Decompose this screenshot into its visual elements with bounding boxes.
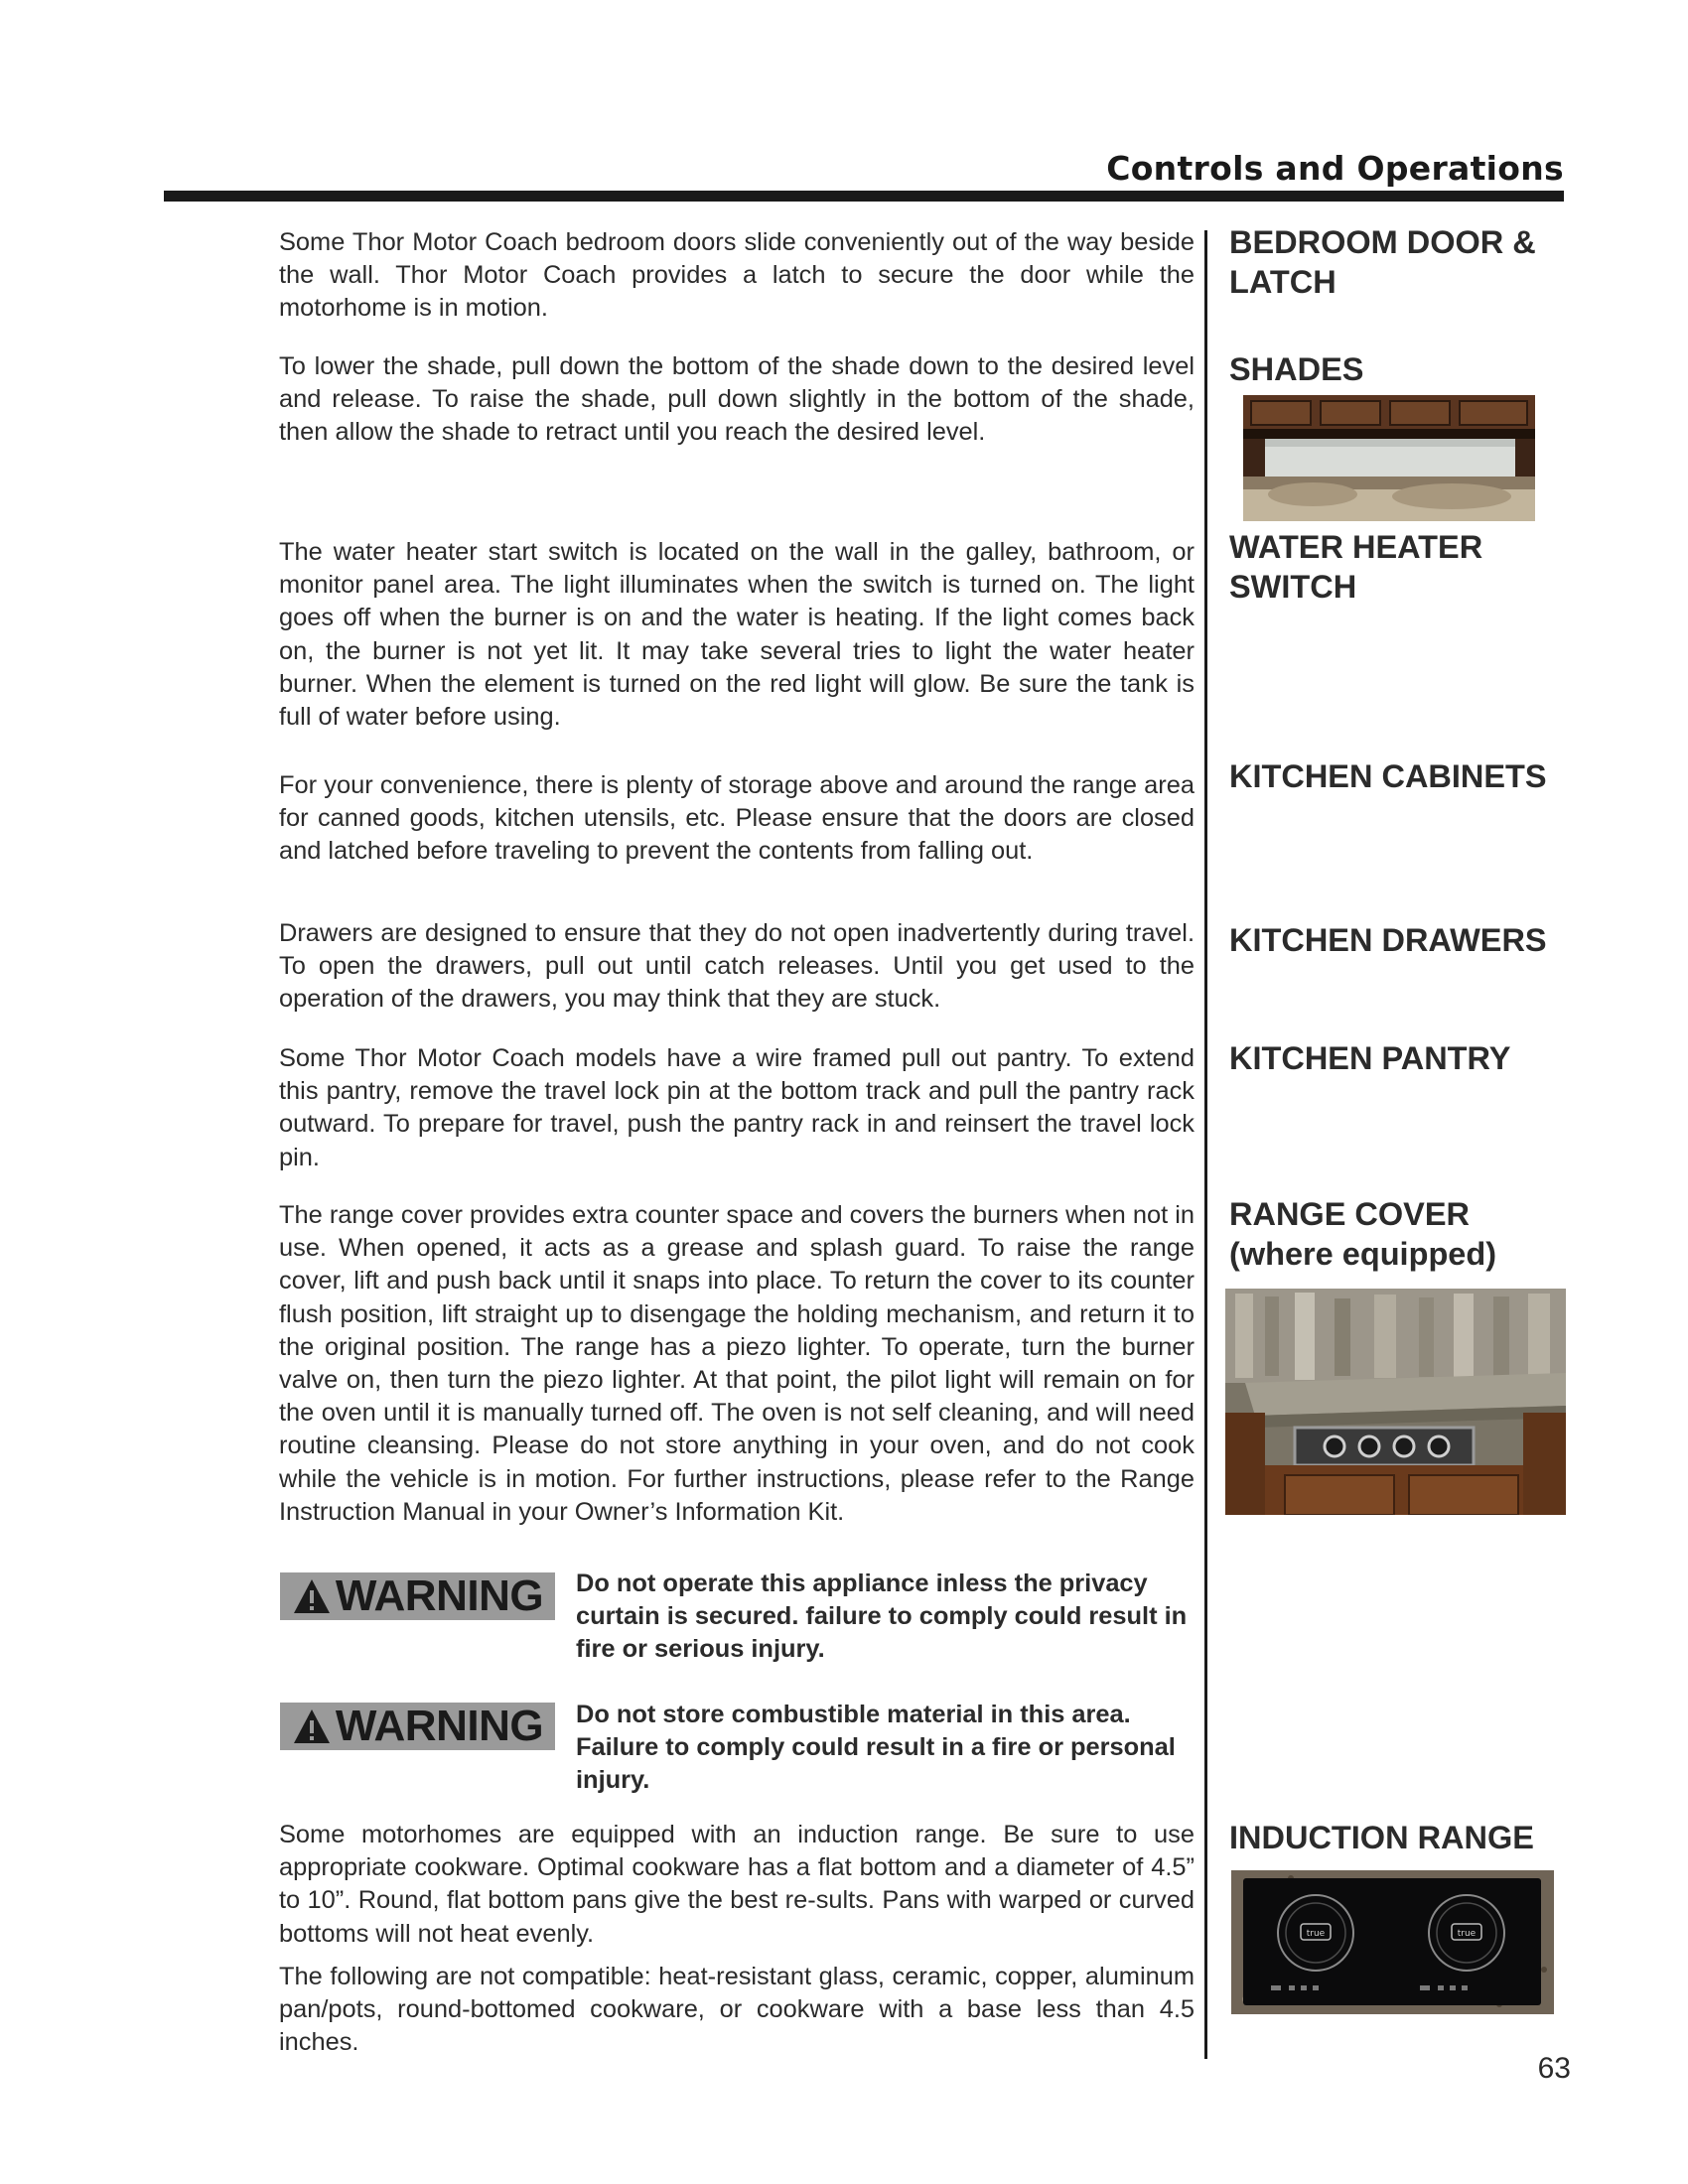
- induction-range-heading: INDUCTION RANGE: [1229, 1820, 1534, 1855]
- kitchen-pantry-text: Some Thor Motor Coach models have a wire framed pull out pantry. To extend this pantry, remove the travel lock pin at the bottom track and pull the pantry rack outward. To prepare for travel, push the pantry rack in and reinsert the travel lock pin.: [279, 1044, 1195, 1171]
- warning-triangle-icon: [292, 1576, 332, 1616]
- brand-mark-left: true: [1306, 1929, 1326, 1939]
- warning-text-combustible: Do not store combustible material in this area. Failure to comply could result in a fire or personal injury.: [576, 1701, 1176, 1795]
- kitchen-pantry-heading: KITCHEN PANTRY: [1229, 1040, 1511, 1076]
- induction-cooktop-photo: [1231, 1870, 1554, 2014]
- water-heater-heading: WATER HEATER SWITCH: [1229, 529, 1483, 605]
- shades-text: To lower the shade, pull down the bottom of the shade down to the desired level and release. To raise the shade, pull down slightly in the bottom of the shade, then allow the shade to retract until you reach the desired level.: [279, 352, 1195, 447]
- warning-badge: [280, 1572, 555, 1620]
- header-rule: [164, 191, 1564, 202]
- range-cover-heading: RANGE COVER (where equipped): [1229, 1196, 1497, 1272]
- warning-badge: [280, 1703, 555, 1750]
- induction-compatibility-text: The following are not compatible: heat-resistant glass, ceramic, copper, aluminum pan/pots, round-bottomed cookware, or cookware with a base less than 4.5 inches.: [279, 1963, 1195, 2057]
- bedroom-door-heading: BEDROOM DOOR & LATCH: [1229, 224, 1536, 300]
- kitchen-cabinets-text: For your convenience, there is plenty of storage above and around the range area for canned goods, kitchen utensils, etc. Please ensure that the doors are closed and latched before traveling to prevent the contents from falling out.: [279, 771, 1195, 866]
- induction-range-text: Some motorhomes are equipped with an induction range. Be sure to use appropriate cookware. Optimal cookware has a flat bottom and a diameter of 4.5” to 10”. Round, flat bottom pans give the best re-sults. Pans with warped or curved bottoms will not heat evenly.: [279, 1821, 1195, 1948]
- water-heater-text: The water heater start switch is located on the wall in the galley, bathroom, or monitor panel area. The light illuminates when the switch is turned on. The light goes off when the burner is on and the water is heating. If the light comes back on, the burner is not yet lit. It may take several tries to light the water heater burner. When the element is turned on the red light will glow. Be sure the tank is full of water before using.: [279, 538, 1195, 732]
- range-cover-text: The range cover provides extra counter space and covers the burners when not in use. When opened, it acts as a grease and splash guard. To raise the range cover, lift and push back until it snaps into place. To return the cover to its counter flush position, lift straight up to disengage the holding mechanism, and return it to the original position. The range has a piezo lighter. To operate, turn the burner valve on, then turn the piezo lighter. At that point, the pilot light will remain on for the oven until it is manually turned off. The oven is not self cleaning, and will need routine cleansing. Please do not store anything in your oven, and do not cook while the vehicle is in motion. For further instructions, please refer to the Range Instruction Manual in your Owner’s Information Kit.: [279, 1201, 1195, 1526]
- brand-mark-right: true: [1457, 1929, 1477, 1939]
- kitchen-cabinets-heading: KITCHEN CABINETS: [1229, 758, 1547, 794]
- warning-text-privacy-curtain: Do not operate this appliance inless the privacy curtain is secured. failure to comply could result in fire or serious injury.: [576, 1570, 1188, 1664]
- warning-label: WARNING: [335, 1702, 544, 1750]
- range-cover-photo: [1225, 1289, 1566, 1515]
- column-divider: [1204, 230, 1207, 2059]
- bedroom-door-text: Some Thor Motor Coach bedroom doors slide conveniently out of the way beside the wall. Thor Motor Coach provides a latch to secure the door while the motorhome is in motion.: [279, 228, 1195, 323]
- page-number: 63: [1537, 2052, 1571, 2085]
- kitchen-drawers-heading: KITCHEN DRAWERS: [1229, 922, 1547, 958]
- window-shade-photo: [1243, 395, 1535, 521]
- shades-heading: SHADES: [1229, 351, 1364, 387]
- warning-triangle-icon: [292, 1706, 332, 1746]
- page-section-title: Controls and Operations: [1106, 149, 1564, 188]
- warning-label: WARNING: [335, 1571, 544, 1620]
- kitchen-drawers-text: Drawers are designed to ensure that they do not open inadvertently during travel. To open the drawers, pull out until catch releases. Until you get used to the operation of the drawers, you may think that they are stuck.: [279, 919, 1195, 1014]
